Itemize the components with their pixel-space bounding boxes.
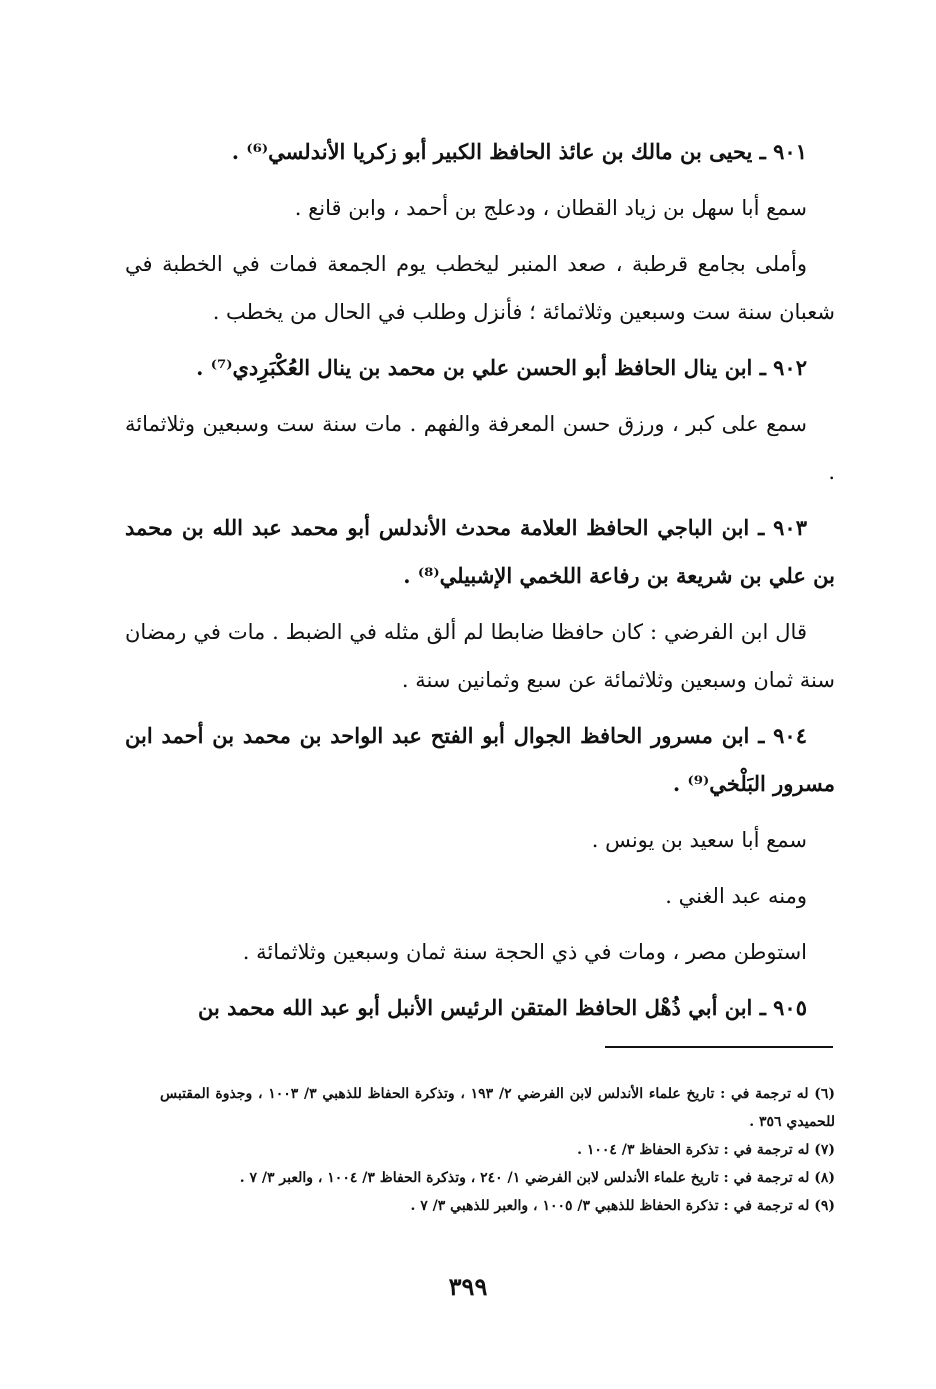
entry-905-heading: ٩٠٥ ـ ابن أبي ذُهْل الحافظ المتقن الرئيس الأنبل أبو عبد الله محمد بن bbox=[197, 995, 807, 1020]
footnote-7: (٧) له ترجمة في : تذكرة الحفاظ ٣/ ١٠٠٤ . bbox=[577, 1142, 835, 1158]
footnote-divider bbox=[605, 1046, 833, 1048]
entry-904-paragraph-2: ومنه عبد الغني . bbox=[665, 884, 807, 908]
entry-903-heading: ٩٠٣ ـ ابن الباجي الحافظ العلامة محدث الأندلس أبو محمد عبد الله بن محمد بن علي بن شريعة بن رفاعة اللخمي الإشبيلي⁽⁸⁾ . bbox=[125, 515, 835, 588]
entry-904-paragraph-3: استوطن مصر ، ومات في ذي الحجة سنة ثمان وسبعين وثلاثمائة . bbox=[242, 940, 807, 964]
page-number: ٣٩٩ bbox=[448, 1272, 488, 1301]
entry-903-paragraph-1: قال ابن الفرضي : كان حافظا ضابطا لم ألق مثله في الضبط . مات في رمضان سنة ثمان وسبعين وثلاثمائة عن سبع وثمانين سنة . bbox=[125, 620, 835, 692]
footnote-9: (٩) له ترجمة في : تذكرة الحفاظ للذهبي ٣/ ١٠٠٥ ، والعبر للذهبي ٣/ ٧ . bbox=[410, 1198, 835, 1214]
footnote-6: (٦) له ترجمة في : تاريخ علماء الأندلس لابن الفرضي ٢/ ١٩٣ ، وتذكرة الحفاظ للذهبي ٣/ ١٠٠٣ ، وجذوة المقتبس للحميدي ٣٥٦ . bbox=[160, 1086, 835, 1130]
entry-901-heading: ٩٠١ ـ يحيى بن مالك بن عائذ الحافظ الكبير أبو زكريا الأندلسي⁽⁶⁾ . bbox=[231, 139, 807, 164]
entry-901-paragraph-2: وأملى بجامع قرطبة ، صعد المنبر ليخطب يوم الجمعة فمات في الخطبة في شعبان سنة ست وسبعين وثلاثمائة ؛ فأنزل وطلب في الحال من يخطب . bbox=[125, 252, 835, 324]
entry-902-heading: ٩٠٢ ـ ابن ينال الحافظ أبو الحسن علي بن محمد بن ينال العُكْبَرِدي⁽⁷⁾ . bbox=[196, 355, 807, 380]
entry-901-paragraph-1: سمع أبا سهل بن زياد القطان ، ودعلج بن أحمد ، وابن قانع . bbox=[294, 196, 807, 220]
main-text bbox=[125, 128, 835, 1040]
entry-902-paragraph-1: سمع على كبر ، ورزق حسن المعرفة والفهم . مات سنة ست وسبعين وثلاثمائة . bbox=[125, 412, 835, 484]
entry-904-paragraph-1: سمع أبا سعيد بن يونس . bbox=[591, 828, 807, 852]
footnote-8: (٨) له ترجمة في : تاريخ علماء الأندلس لابن الفرضي ١/ ٢٤٠ ، وتذكرة الحفاظ ٣/ ١٠٠٤ ، والعبر ٣/ ٧ . bbox=[239, 1170, 835, 1186]
footnotes bbox=[160, 1080, 835, 1220]
entry-904-heading: ٩٠٤ ـ ابن مسرور الحافظ الجوال أبو الفتح عبد الواحد بن محمد بن أحمد ابن مسرور البَلْخي⁽⁹⁾ . bbox=[125, 723, 835, 796]
